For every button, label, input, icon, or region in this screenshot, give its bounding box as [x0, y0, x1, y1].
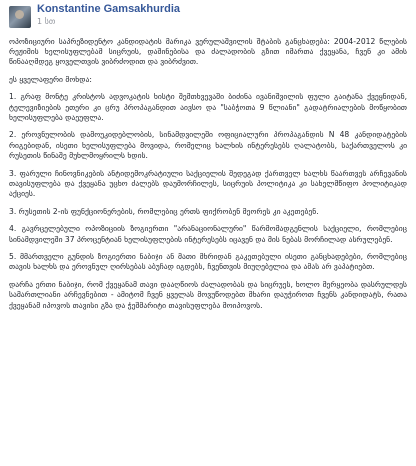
post-paragraph-conclusion: დარჩა ერთი ნაბიჯი, რომ ქვეყანამ თავი დააღწიოს ძალადობას და სიცრუეს, ხოლო მერყეობა დასრულდეს სამართლიანი არჩევნებით - ამიტომ ჩვენ ყველას მოვუწოდებთ მხარი დაუჭიროთ ჩვენს კანდიდატს, რათა ქვეყანამ იპოვოს თავისი გზა და ჭეშმარიტი თავისუფლება მოიპოვოს. — [9, 280, 407, 310]
post-paragraph-lead: ეს ყველაფერი მოხდა: — [9, 75, 92, 85]
post-paragraph-point-1: 1. გრაფ მონტე კრისტოს ადვოკატის ხისტი შემთხვევაში ბიძინა ივანიშვილის ფული გაიტანა ქვეყნიდან, ტელევიზიების ეთერი კი ცრუ პროპაგანდით აივსო და "საბჭოთა 9 წლიანი" გადატრიალების მოწყობით ხელისუფლება დაეუფლა. — [9, 92, 407, 122]
post-body — [9, 37, 407, 311]
post-paragraph-point-3b: 3. რუსეთის 2-ის ფუნქციონერების, რომლებიც ერთს ფიქრობენ მეორეს კი აკეთებენ. — [9, 206, 319, 216]
post-paragraph-intro: ოპოზიციური საპრეზიდენტო კანდიდატის მარიკა ვერულაშვილის შტაბის განცხადება: 2004-2012 წლების რეჟიმის ხელისუფლებამ სიცრუის, დაშინებისა და ძალადობის გზით იმართა ქვეყანა, ჩვენ კი ამის წინააღმდეგ ყოველთვის ვიბრძოდით და ვიბრძვით. — [9, 37, 407, 67]
post-paragraph-point-2: 2. ეროვნულობის დამოუკიდებლობის, სინამდვილეში ოფიციალური პროპაგანდის N 48 კანდიდატების რიგებიდან, ისეთი ხელისუფლება მოვიდა, რომელიც ხალხის ინტერესებს ღალატობს, საქართველოს კი რუსეთის წინაშე მუხლმოყრილს ხდის. — [9, 130, 407, 160]
post-paragraph-point-4: 4. გავრცელებული ოპოზიციის ზოგიერთი "არანაციონალური" წარმომადგენლის საქციელი, რომლებიც სინამდვილეში 37 პროცენტიან ხელისუფლების ინტერესებს იცავენ და მის ნებას მორჩილად ასრულებენ. — [9, 224, 407, 244]
author-name-link[interactable]: Konstantine Gamsakhurdia — [37, 3, 181, 15]
author-block — [37, 4, 180, 26]
author-avatar[interactable] — [9, 6, 31, 28]
post-header — [9, 4, 407, 30]
post-timestamp[interactable]: 1 სთ — [37, 16, 56, 26]
post-paragraph-point-5: 5. მმართველი გუნდის ზოგიერთი ნაბიჯი ან მათი მხრიდან გაკეთებული ისეთი განცხადებები, რომლებიც თავის ხალხს და ეროვნულ ღირსებას აბუჩად იგდებს, ჩვენთვის მიუღებელია და ამას არ ვაპატიებთ. — [9, 252, 407, 272]
post-paragraph-point-3a: 3. ფარული ჩინოვნიკების ანტიდემოკრატიული საქციელის შედეგად ქართველ ხალხს წაართვეს არჩევანის თავისუფლება და ქვეყანა უცხო ძალებს დაუმორჩილეს, სიცრუის პოლიტიკა კი სახელმწიფო პოლიტიკად აქციეს. — [9, 168, 407, 198]
